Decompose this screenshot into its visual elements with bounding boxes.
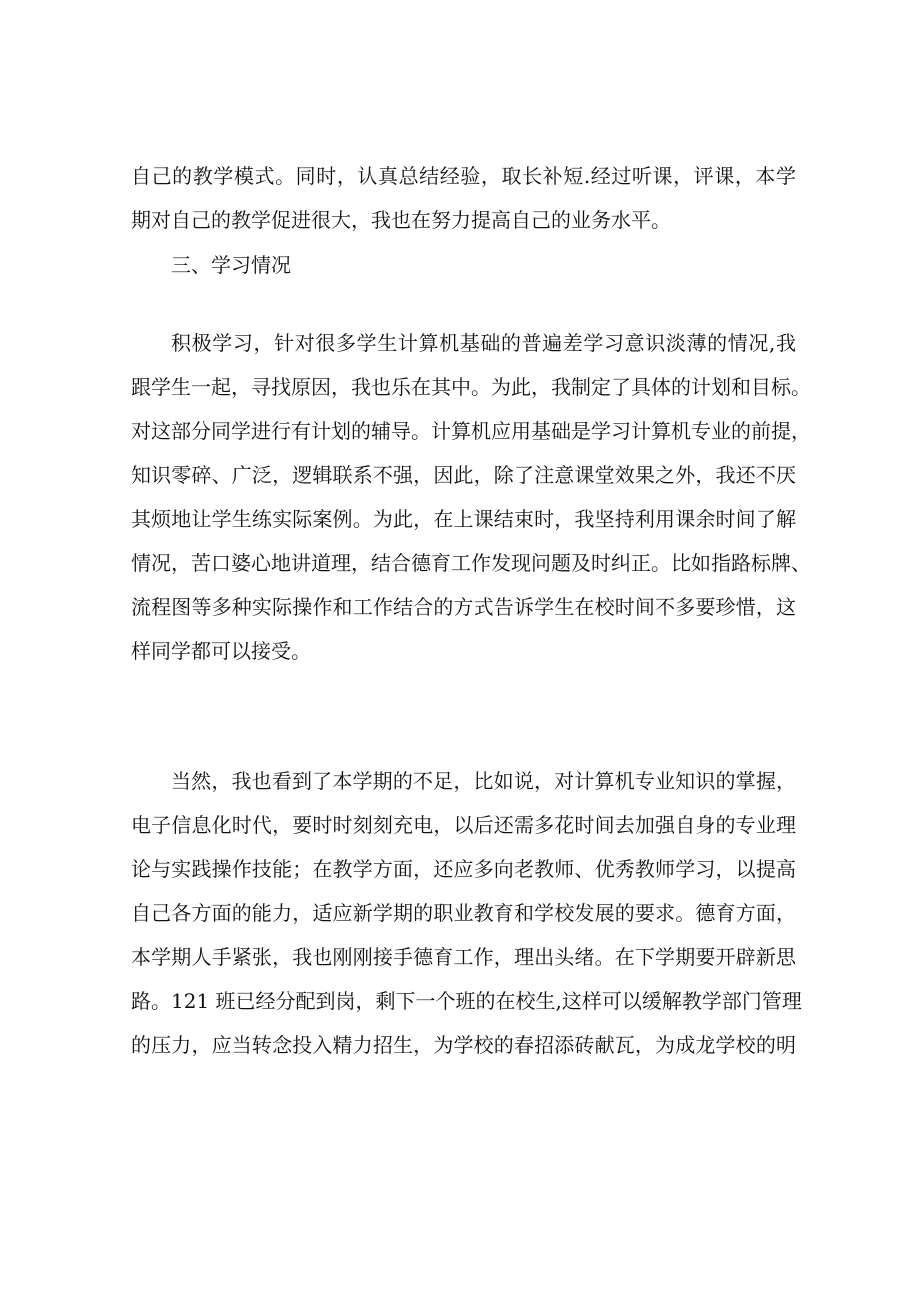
text-line: 流程图等多种实际操作和工作结合的方式告诉学生在校时间不多要珍惜，这 bbox=[131, 595, 796, 619]
text-line: 自己的教学模式。同时，认真总结经验，取长补短.经过听课，评课，本学 bbox=[131, 164, 796, 188]
text-line: 的压力，应当转念投入精力招生，为学校的春招添砖献瓦，为成龙学校的明 bbox=[131, 1033, 796, 1057]
text-line: 样同学都可以接受。 bbox=[131, 639, 311, 663]
text-line: 其烦地让学生练实际案例。为此，在上课结束时，我坚持利用课余时间了解 bbox=[131, 507, 796, 531]
text-line: 电子信息化时代，要时时刻刻充电，以后还需多花时间去加强自身的专业理 bbox=[131, 813, 796, 837]
text-line: 路。121 班已经分配到岗，剩下一个班的在校生,这样可以缓解教学部门管理 bbox=[131, 989, 802, 1013]
text-line: 情况，苦口婆心地讲道理，结合德育工作发现问题及时纠正。比如指路标牌、 bbox=[131, 551, 811, 575]
text-line: 自己各方面的能力，适应新学期的职业教育和学校发展的要求。德育方面， bbox=[131, 901, 796, 925]
paragraph-teaching-mode bbox=[131, 154, 796, 242]
text-line: 积极学习，针对很多学生计算机基础的普遍差学习意识淡薄的情况,我 bbox=[171, 331, 796, 355]
text-line: 本学期人手紧张，我也刚刚接手德育工作，理出头绪。在下学期要开辟新思 bbox=[131, 945, 796, 969]
text-line: 跟学生一起，寻找原因，我也乐在其中。为此，我制定了具体的计划和目标。 bbox=[131, 375, 811, 399]
text-line: 知识零碎、广泛，逻辑联系不强，因此，除了注意课堂效果之外，我还不厌 bbox=[131, 463, 796, 487]
text-line: 当然，我也看到了本学期的不足，比如说，对计算机专业知识的掌握， bbox=[171, 769, 796, 793]
paragraph-shortcomings bbox=[131, 759, 802, 1067]
section-heading: 三、学习情况 bbox=[171, 253, 291, 277]
paragraph-active-study bbox=[131, 321, 811, 673]
text-line: 论与实践操作技能；在教学方面，还应多向老教师、优秀教师学习，以提高 bbox=[131, 857, 796, 881]
section-heading-study bbox=[131, 243, 796, 287]
text-line: 对这部分同学进行有计划的辅导。计算机应用基础是学习计算机专业的前提， bbox=[131, 419, 811, 443]
text-line: 期对自己的教学促进很大，我也在努力提高自己的业务水平。 bbox=[131, 208, 671, 232]
